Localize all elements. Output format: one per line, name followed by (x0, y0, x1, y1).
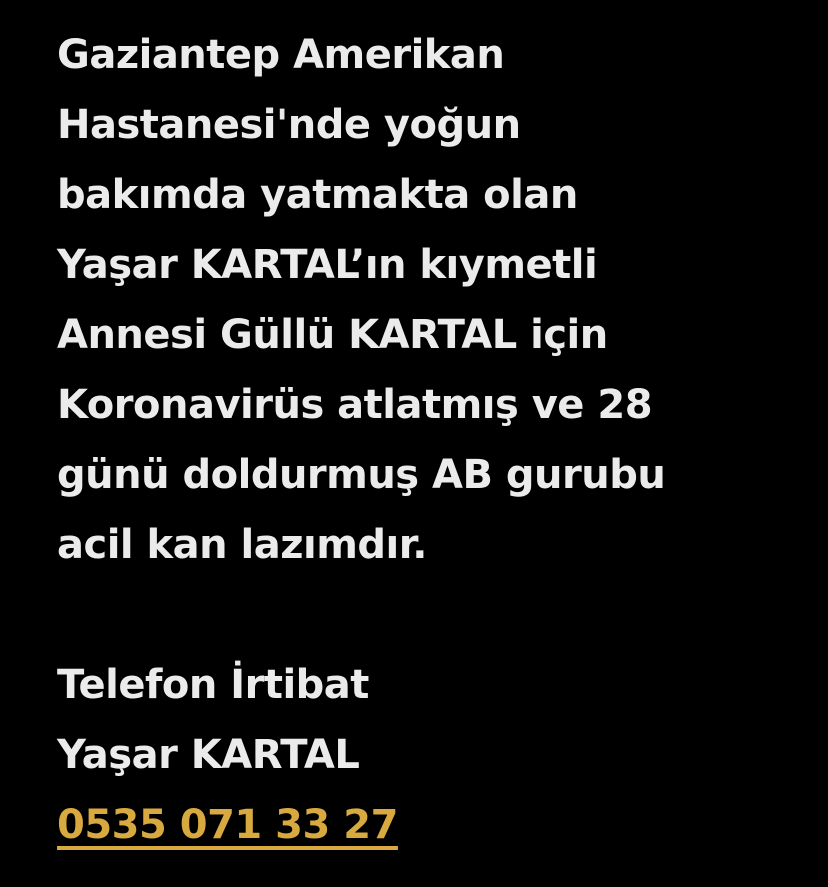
contact-phone-line (57, 790, 817, 860)
phone-number-link[interactable]: 0535 071 33 27 (57, 802, 398, 848)
message-line-2: Hastanesi'nde yoğun (57, 102, 521, 148)
contact-name: Yaşar KARTAL (57, 732, 360, 778)
message-line-1: Gaziantep Amerikan (57, 32, 505, 78)
message-line-8: acil kan lazımdır. (57, 522, 427, 568)
contact-heading: Telefon İrtibat (57, 662, 369, 708)
message-line-6: Koronavirüs atlatmış ve 28 (57, 382, 653, 428)
message-line-4: Yaşar KARTAL’ın kıymetli (57, 242, 598, 288)
paragraph-gap (57, 580, 817, 650)
message-line-3: bakımda yatmakta olan (57, 172, 578, 218)
message-line-7: günü doldurmuş AB gurubu (57, 452, 666, 498)
message-line-5: Annesi Güllü KARTAL için (57, 312, 608, 358)
note-body (57, 20, 817, 860)
